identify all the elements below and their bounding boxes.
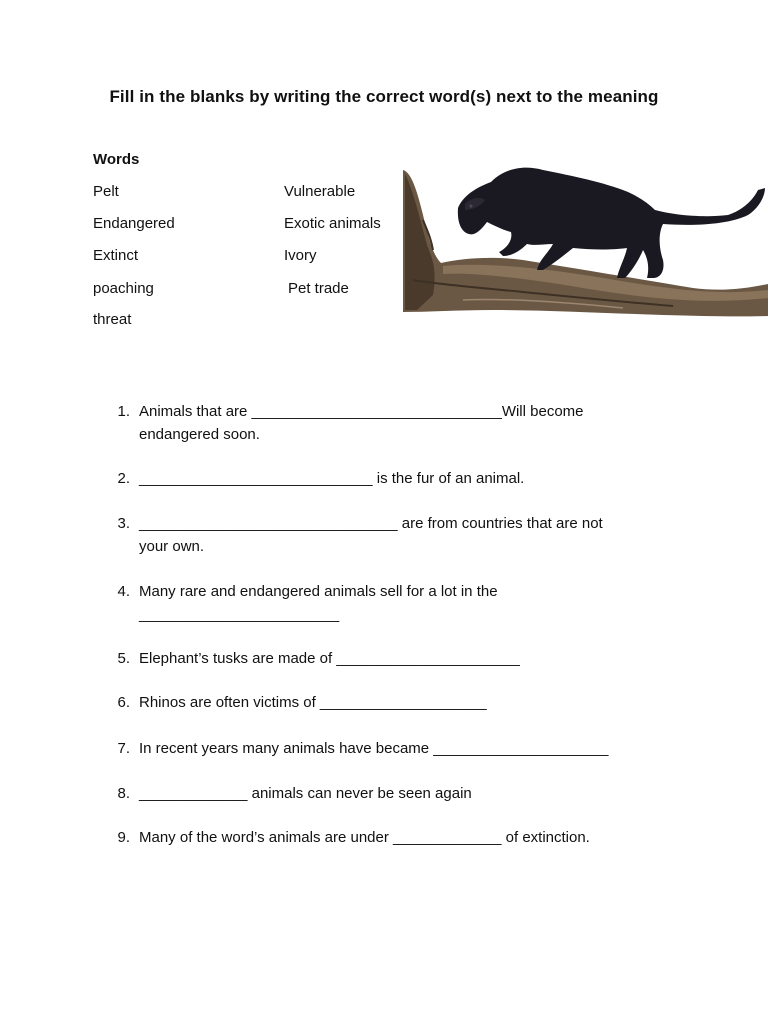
question-number: 7. bbox=[117, 740, 130, 757]
question-number: 9. bbox=[117, 829, 130, 846]
question-text: Animals that are ______________________________Will become bbox=[139, 403, 584, 420]
panther-image bbox=[403, 160, 768, 320]
word-bank-item: Vulnerable bbox=[284, 183, 356, 200]
question-number: 1. bbox=[117, 403, 130, 420]
page-title: Fill in the blanks by writing the correct word(s) next to the meaning bbox=[109, 87, 659, 106]
question-number: 6. bbox=[117, 694, 130, 711]
word-bank-heading: Words bbox=[93, 151, 140, 168]
question-text: Many rare and endangered animals sell for a lot in the bbox=[139, 583, 498, 600]
word-bank-item: Endangered bbox=[93, 215, 175, 232]
question-number: 3. bbox=[117, 515, 130, 532]
question-text: Rhinos are often victims of ____________________ bbox=[139, 694, 487, 711]
word-bank-item: threat bbox=[93, 311, 132, 328]
question-number: 5. bbox=[117, 650, 130, 667]
question-text: _______________________________ are from countries that are not bbox=[139, 515, 603, 532]
question-text: Elephant’s tusks are made of ______________________ bbox=[139, 650, 520, 667]
word-bank-item: Pelt bbox=[93, 183, 119, 200]
question-text: In recent years many animals have became _____________________ bbox=[139, 740, 609, 757]
word-bank-item: Pet trade bbox=[288, 280, 349, 297]
word-bank-item: Extinct bbox=[93, 247, 139, 264]
word-bank-item: Exotic animals bbox=[284, 215, 381, 232]
question-text: your own. bbox=[139, 538, 205, 555]
question-text: Many of the word’s animals are under _____________ of extinction. bbox=[139, 829, 590, 846]
question-number: 2. bbox=[117, 470, 130, 487]
word-bank-item: poaching bbox=[93, 280, 154, 297]
question-text: ____________________________ is the fur of an animal. bbox=[139, 470, 525, 487]
word-bank-item: Ivory bbox=[284, 247, 317, 264]
question-text: endangered soon. bbox=[139, 426, 260, 443]
question-number: 8. bbox=[117, 785, 130, 802]
question-text: ________________________ bbox=[139, 606, 340, 623]
question-number: 4. bbox=[117, 583, 130, 600]
question-text: _____________ animals can never be seen again bbox=[139, 785, 472, 802]
